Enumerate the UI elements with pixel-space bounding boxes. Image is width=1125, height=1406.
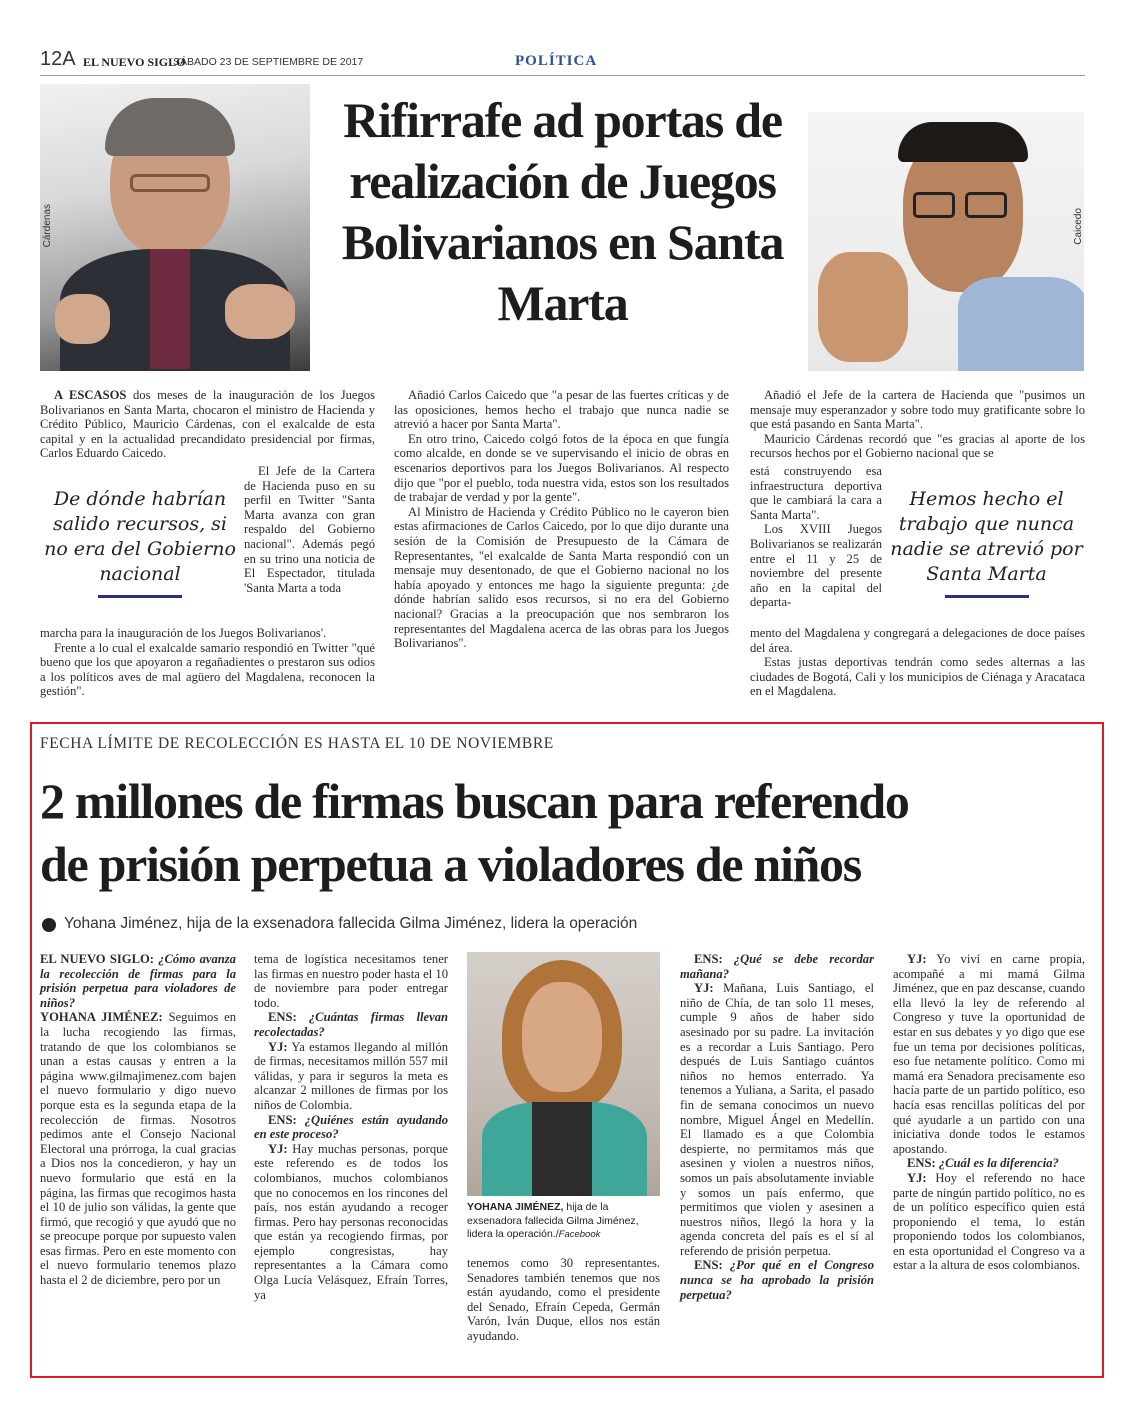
a1-speaker: YOHANA JIMÉNEZ: [40,1010,163,1025]
story1-headline: Rifirrafe ad portas de realización de Juegos Bolivarianos en Santa Marta [341,92,784,331]
story1-col2 [394,388,729,651]
photo-cardenas [40,84,310,371]
a6-speaker: YJ: [907,1170,927,1185]
story1-col1-p2b: marcha para la inauguración de los Juegos Bolivarianos'. [40,626,327,640]
a5-text: Yo viví en carne propia, acompañé a mi mamá Gilma Jiménez, que en paz descanse, cuando ella llevó la ley de referendo al Congreso y tuve la oportunidad de estar en sus debates y yo digo que ese fue un tema por decisiones políticas, eso fue netamente político. Como mi mamá era Senadora precisamente eso hacía parte de un partido político, eso hacía esas rencillas políticas del por qué ayudarle a un partido con una iniciativa donde todos le estamos apostando. [893,952,1085,1156]
story1-col3-bottom [750,626,1085,699]
newspaper-name: EL NUEVO SIGLO [83,55,186,69]
story2-subhead: Yohana Jiménez, hija de la exsenadora fallecida Gilma Jiménez, lidera la operación [64,915,638,932]
a6-text: Hoy el referendo no hace parte de ningún partido político, no es de un político específico quien está proponiendo el tema, lo están proponiendo todos los colombianos, en esta oportunidad el Congreso va a estar a la altura de esos colombianos. [893,1170,1085,1273]
story1-col3-p2: Mauricio Cárdenas recordó que "es gracias al aporte de los recursos hechos por el Gobierno nacional que se [750,431,1085,461]
q5-text: ¿Por qué en el Congreso nunca se ha aprobado la prisión perpetua? [680,1258,874,1302]
story2-kicker: FECHA LÍMITE DE RECOLECCIÓN ES HASTA EL 10 DE NOVIEMBRE [40,735,554,752]
story1-col3-wrap [750,464,882,610]
story1-col1-p1: dos meses de la inauguración de los Juegos Bolivarianos en Santa Marta, chocaron el ministro de Hacienda y Crédito Público, Mauricio Cárdenas, con el exalcalde de esta capital y en la actualidad precandidato presidencial por firmas, Carlos Eduardo Caicedo. [40,388,375,461]
photo-credit-cardenas: Cárdenas [42,204,53,248]
story1-lead-word: A ESCASOS [54,388,127,402]
story1-col1-top [40,388,375,461]
story1-col3-top [750,388,1085,461]
story2-col5 [893,952,1085,1273]
story1-col1-p3: Frente a lo cual el exalcalde samario respondió en Twitter "qué bueno que los que apoyaron a regañadientes o prestaron sus odios a los políticos aves de mal agüero del Magdalena, reconocen la gestión". [40,640,375,699]
photo-caption [467,1201,660,1242]
story2-col2 [254,952,448,1302]
photo-yohana-jimenez [467,952,660,1196]
story1-col1-wrap [244,464,375,595]
caption-name: YOHANA JIMÉNEZ, [467,1201,564,1213]
story2-col3 [467,1256,660,1344]
pull-quote-left-rule [98,595,182,598]
photo-caicedo [808,112,1084,371]
caption-text: hija de la exsenadora fallecida Gilma Jiménez, lidera la operación./ [467,1201,639,1240]
story1-col2-p1: Añadió Carlos Caicedo que "a pesar de las fuertes críticas y de las oposiciones, hemos hecho el trabajo que nunca nadie se atrevió a hacer por Santa Marta". [394,388,729,432]
pull-quote-left [40,487,240,598]
a2-text: Ya estamos llegando al millón de firmas, necesitamos millón 557 mil válidas, y para ir seguros la meta es alcanzar 2 millones de firmas por los niños de Colombia. [254,1039,448,1112]
story1-col1-bottom [40,626,375,699]
story1-col3-p3b: mento del Magdalena y congregará a delegaciones de doce países del área. [750,626,1085,655]
q2-text: ¿Cuántas firmas llevan recolectadas? [254,1010,448,1039]
a3-continued: tenemos como 30 representantes. Senadores también tenemos que nos están ayudando, como el presidente del Senado, Efraín Cepeda, Germán Varón, Iván Duque, ellos nos están ayudando. [467,1256,660,1343]
q1-text: ¿Cómo avanza la recolección de firmas para la prisión perpetua para violadores de niños? [40,952,236,1010]
a4-speaker: YJ: [694,981,714,996]
story1-col3-p1: Añadió el Jefe de la cartera de Hacienda que "pusimos un mensaje muy esperanzador y sobre todo muy gratificante sobre lo que está pasando en Santa Marta". [750,388,1085,432]
pull-quote-right [888,487,1085,598]
a4-text: Mañana, Luis Santiago, el niño de Chía, de tan solo 11 meses, cumple 9 años de haber sido asesinado por su padre. La invitación es a recordar a Luis Santiago. Pero después de Luis Santiago cuántos niños no hemos enterrado. Ya tenemos a Yuliana, a Sarita, el pasado fin de semana conocimos un nuevo nombre, Miguel Ángel en Medellín. El llamado es a que Colombia despierte, no permitamos más que asesinen y violen a nuestros niños, somos un país absolutamente inviable y somos un país enfermo, que permitimos que violen y asesinen a nuestros niños, llegó la hora y la agenda concreta del país es el sí al referendo de prisión perpetua. [680,981,874,1258]
a1-continued: tema de logística necesitamos tener las firmas en nuestro poder hasta el 10 de noviembre para poder entregar todo. [254,952,448,1010]
q4-speaker: ENS: [694,952,723,966]
a3-text: Hay muchas personas, porque este referendo es de todos los colombianos, muchos colombianos que no conocemos en los rincones del país, nos están ayudando a recoger firmas. Pero hay personas reconocidas que están ya recogiendo firmas, por ejemplo congresistas, hay representantes a la Cámara como Olga Lucía Velásquez, Efraín Torres, ya [254,1141,448,1302]
story2-col1 [40,952,236,1288]
caption-credit: Facebook [558,1229,601,1240]
story1-col3-p3: Los XVIII Juegos Bolivarianos se realizarán entre el 11 y 25 de noviembre del presente año en la capital del departa- [750,522,882,610]
q3-speaker: ENS: [268,1112,297,1127]
section-label: POLÍTICA [515,53,598,69]
q6-speaker: ENS: [907,1156,936,1171]
subhead-bullet [42,918,56,932]
story1-col2-p2: En otro trino, Caicedo colgó fotos de la época en que fungía como alcalde, en donde se ve supervisando el inicio de obras en escenarios deportivos para los Juegos Bolivarianos. Al respecto dijo que "por el pueblo, toda nuestra vida, estos son los resultados de trabajar de verdad y por la gente". [394,431,729,505]
story1-col3-p2b: está construyendo esa infraestructura deportiva que le cambiará la cara a Santa Marta". [750,464,882,522]
a5-speaker: YJ: [907,952,927,966]
pull-quote-right-text: Hemos hecho el trabajo que nunca nadie se atrevió por Santa Marta [890,488,1083,585]
q1-speaker: EL NUEVO SIGLO: [40,952,154,966]
story1-col2-p3: Al Ministro de Hacienda y Crédito Público no le cayeron bien estas afirmaciones de Carlos Caicedo, por lo que dijo durante una sesión de la Comisión de Presupuesto de la Cámara de Representantes, "el exalcalde de Santa Marta respondió con un mensaje muy desentonado, de que el Gobierno nacional no los había apoyado y entonces me hago la siguiente pregunta: ¿de dónde habrían salido esos recursos, si no era del Gobierno nacional? Gracias a la preocupación que nos sembraron los representantes del Magdalena acerca de las obras para los Juegos Bolivarianos". [394,504,729,651]
story2-headline-line1: 2 millones de firmas buscan para referendo [40,773,909,829]
story2-headline-line2: de prisión perpetua a violadores de niños [40,836,861,892]
story1-col1-p2: El Jefe de la Cartera de Hacienda puso en su perfil en Twitter "Santa Marta avanza con gran respaldo del Gobierno nacional". Además pegó en su trino una noticia de El Espectador, titulada 'Santa Marta a toda [244,464,375,595]
pull-quote-right-rule [945,595,1029,598]
q2-speaker: ENS: [268,1010,297,1025]
q4-text: ¿Qué se debe recordar mañana? [680,952,874,981]
a3-speaker: YJ: [268,1141,288,1156]
story2-col4 [680,952,874,1302]
story1-col3-p4: Estas justas deportivas tendrán como sedes alternas a las ciudades de Bogotá, Cali y los municipios de Ciénaga y Aracataca en el Magdalena. [750,655,1085,699]
pull-quote-left-text: De dónde habrían salido recursos, si no era del Gobierno nacional [44,488,236,585]
a2-speaker: YJ: [268,1039,288,1054]
a1-text: Seguimos en la lucha recogiendo las firmas, tratando de que los colombianos se unan a estas causas y entren a la página www.gilmajimenez.com bajen el nuevo formulario y digo nuevo porque esta es la segunda etapa de la recolección de firmas. Nosotros pedimos ante el Consejo Nacional Electoral una prórroga, la cual gracias a Dios nos la concedieron, y hay un nuevo formulario que está en la página, las firmas que recogimos hasta el 10 de julio son válidas, la gente que firmó, que recogió y que ayudó que no se preocupe porque por supuesto valen esas firmas. Pero en este momento con el nuevo formulario tenemos plazo hasta el 2 de diciembre, pero por un [40,1010,236,1288]
page-number: 12A [40,48,76,70]
q5-speaker: ENS: [694,1258,723,1273]
header-rule [40,75,1085,76]
q3-text: ¿Quiénes están ayudando en este proceso? [254,1112,448,1142]
photo-credit-caicedo: Caicedo [1073,208,1084,245]
q6-text: ¿Cuál es la diferencia? [935,1156,1059,1171]
issue-date: SÁBADO 23 DE SEPTIEMBRE DE 2017 [173,56,364,68]
